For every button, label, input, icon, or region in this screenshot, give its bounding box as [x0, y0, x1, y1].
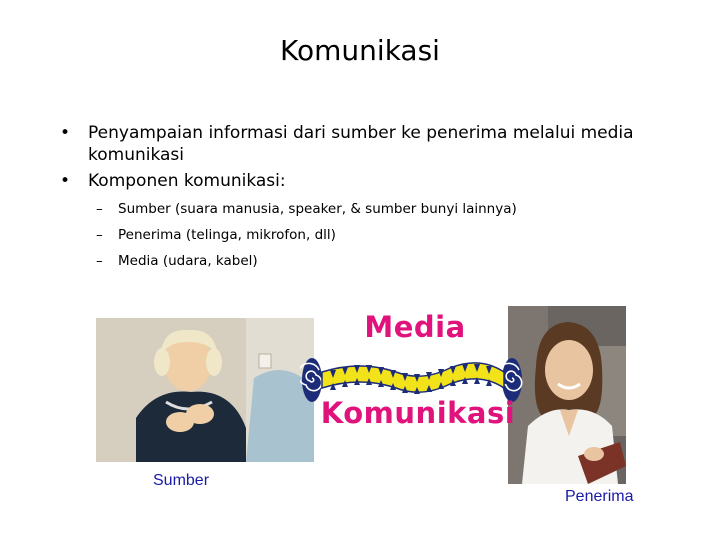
bullet-item [60, 170, 660, 192]
bullet-text: Penyampaian informasi dari sumber ke penerima melalui media komunikasi [88, 123, 634, 165]
bullet-list [60, 122, 660, 274]
sub-bullet-text: Sumber (suara manusia, speaker, & sumber bunyi lainnya) [118, 201, 517, 217]
sumber-photo [96, 318, 314, 462]
bullet-dot: • [60, 123, 71, 143]
sub-bullet-list [60, 196, 660, 274]
penerima-caption: Penerima [565, 488, 634, 505]
bullet-dot: • [60, 171, 71, 191]
bullet-item [60, 122, 660, 166]
media-label: Media [364, 310, 466, 344]
sumber-photo-illustration [96, 318, 314, 462]
sub-bullet-item [60, 222, 660, 248]
bullet-text: Komponen komunikasi: [88, 171, 286, 191]
komunikasi-label: Komunikasi [320, 396, 516, 430]
slide-title: Komunikasi [280, 34, 440, 67]
sub-bullet-dash: – [96, 227, 103, 243]
sub-bullet-item [60, 248, 660, 274]
sumber-caption: Sumber [153, 472, 210, 489]
sub-bullet-dash: – [96, 253, 103, 269]
sub-bullet-item [60, 196, 660, 222]
sub-bullet-text: Penerima (telinga, mikrofon, dll) [118, 227, 336, 243]
sub-bullet-dash: – [96, 201, 103, 217]
sub-bullet-text: Media (udara, kabel) [118, 253, 258, 269]
